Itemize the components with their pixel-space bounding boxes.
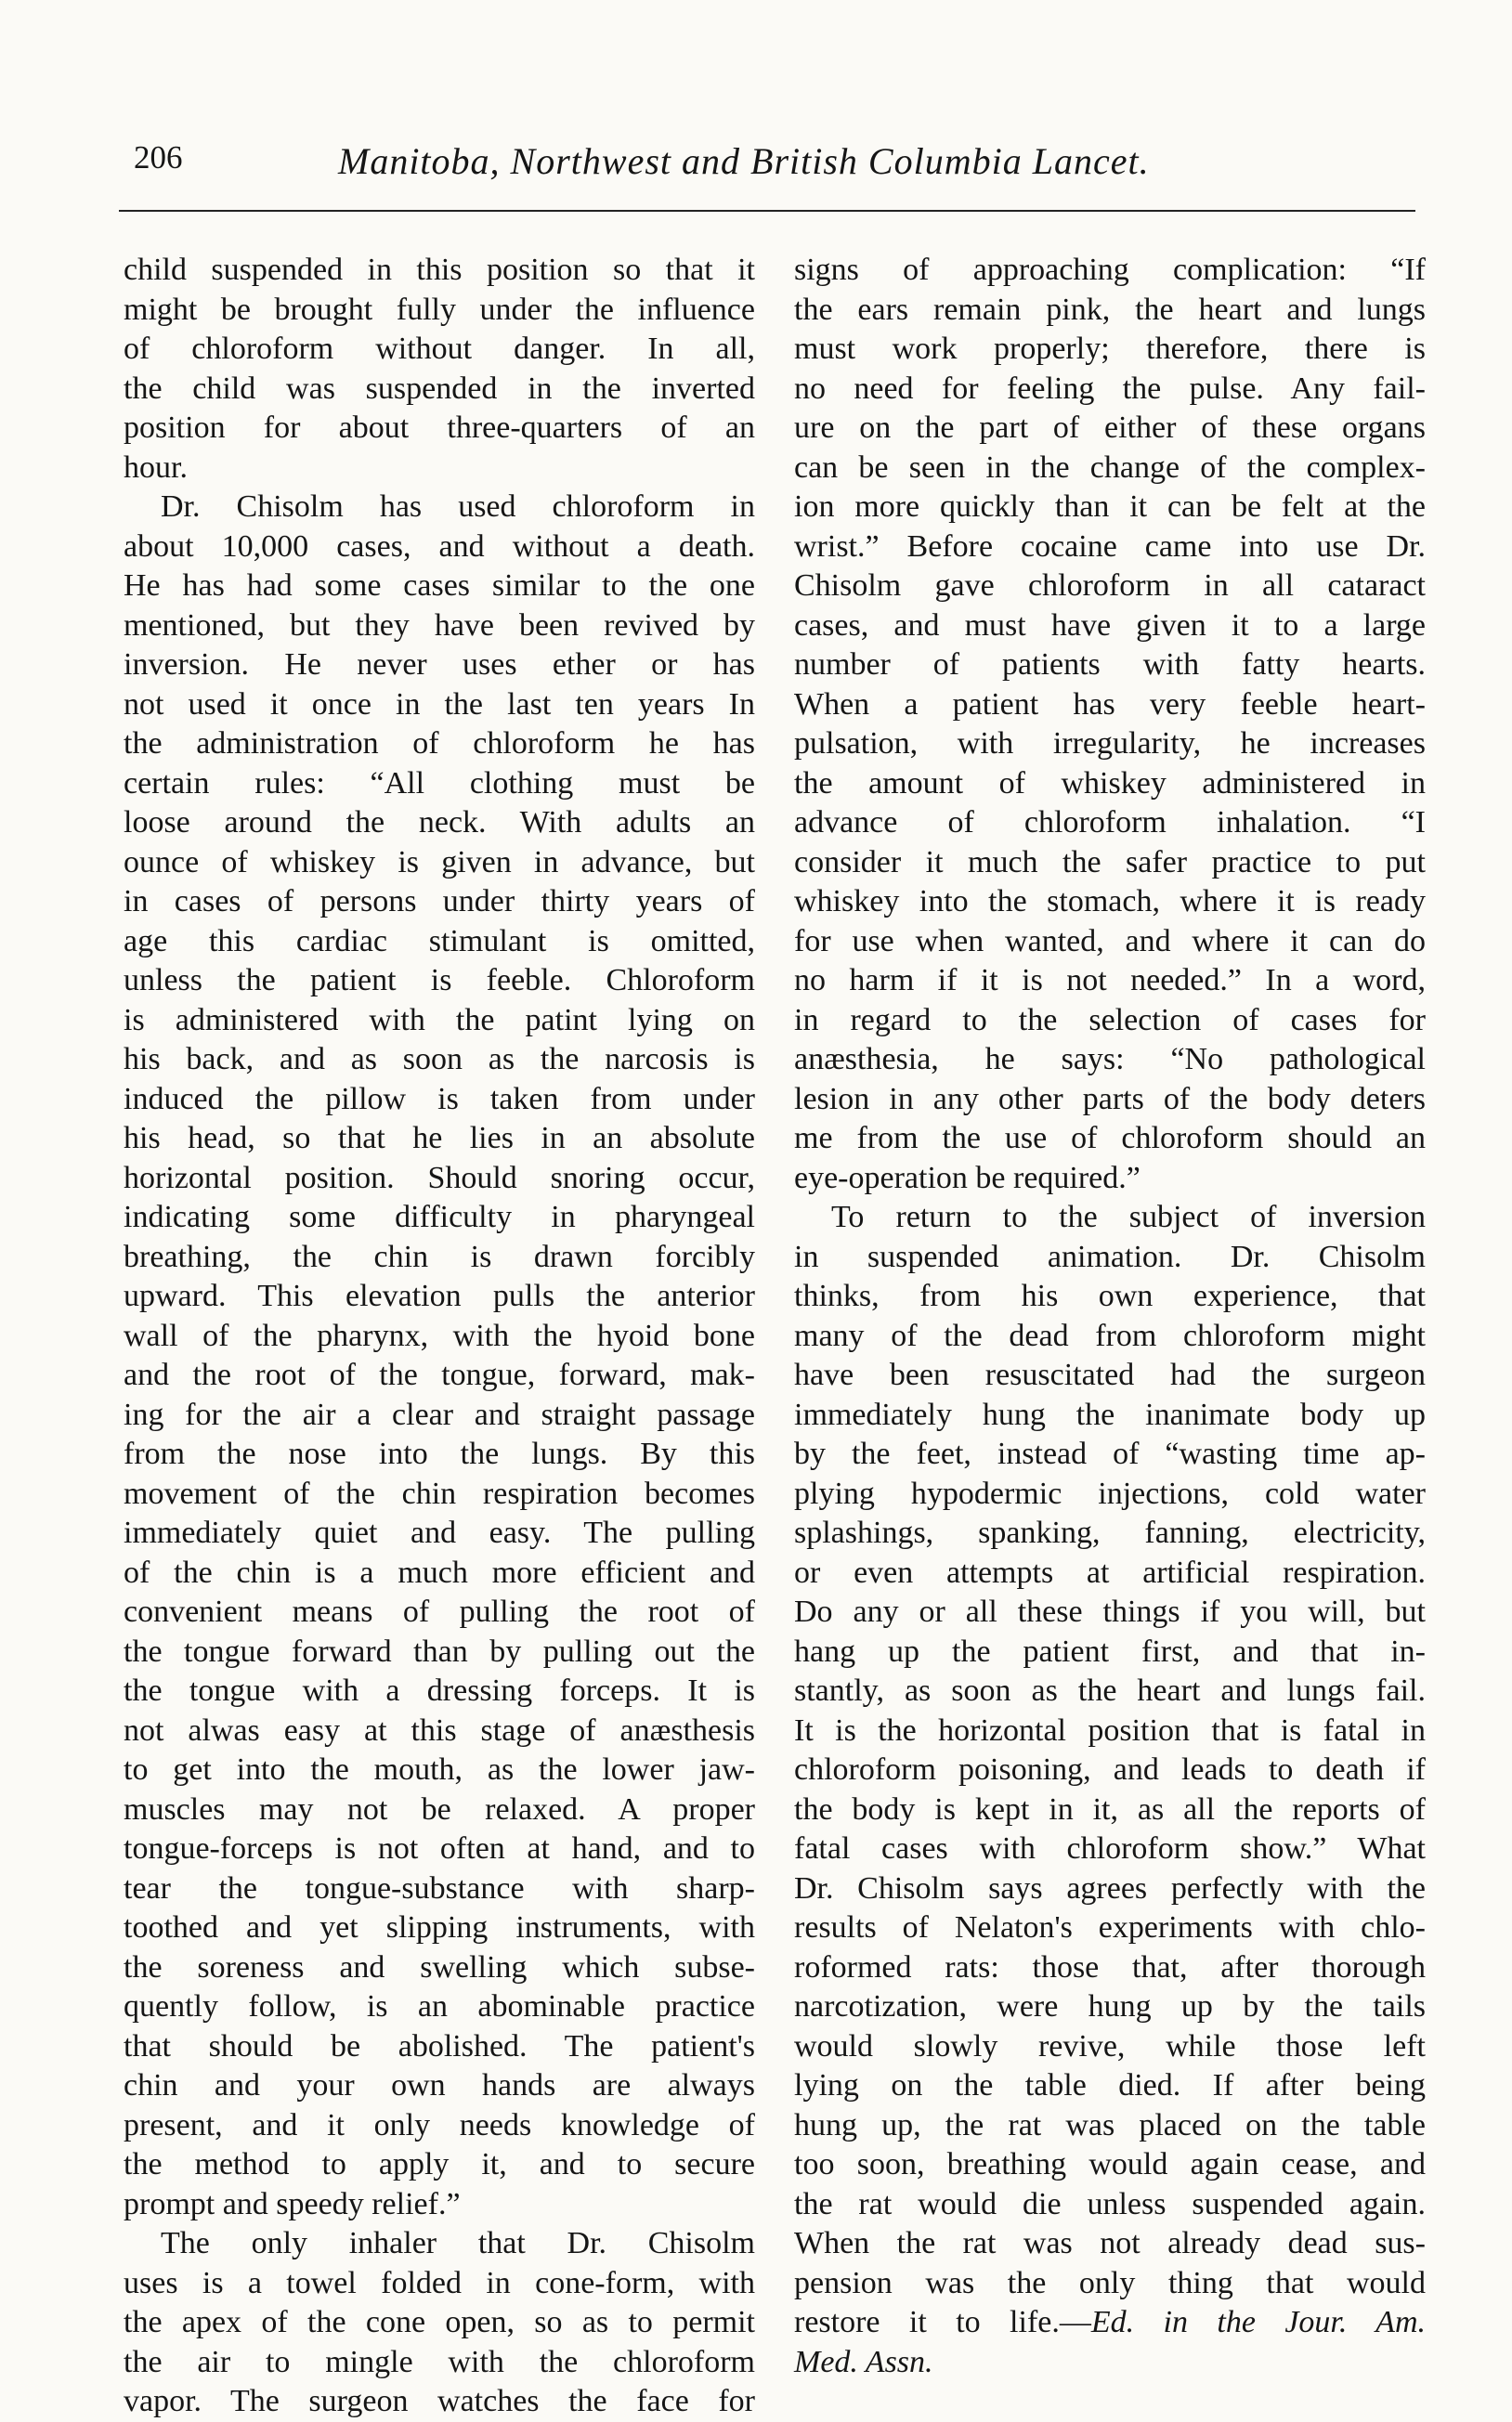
text-line: certain rules: “All clothing must be xyxy=(124,765,755,801)
text-line: the apex of the cone open, so as to permit xyxy=(124,2305,755,2339)
text-line: It is the horizontal position that is fatal in xyxy=(794,1712,1426,1748)
text-line: Chisolm gave chloroform in all cataract xyxy=(794,568,1426,603)
text-line: ion more quickly than it can be felt at the xyxy=(794,489,1426,524)
text-line: Do any or all these things if you will, but xyxy=(794,1595,1426,1629)
text-line: can be seen in the change of the complex- xyxy=(794,449,1426,485)
text-line: splashings, spanking, fanning, electricity, xyxy=(794,1516,1426,1550)
running-title: Manitoba, Northwest and British Columbia Lancet. xyxy=(338,140,1150,182)
text-line: the soreness and swelling which subse- xyxy=(124,1949,755,1985)
text-line: consider it much the safer practice to put xyxy=(794,844,1426,879)
text-line: immediately quiet and easy. The pulling xyxy=(124,1516,755,1550)
text-line: When a patient has very feeble heart- xyxy=(794,686,1426,722)
text-line: ure on the part of either of these organs xyxy=(794,410,1426,445)
text-line: of chloroform without danger. In all, xyxy=(124,332,755,366)
text-line: lesion in any other parts of the body deters xyxy=(794,1081,1426,1116)
text-line: mentioned, but they have been revived by xyxy=(124,607,755,643)
text-line: cases, and must have given it to a large xyxy=(794,607,1426,643)
text-line: plying hypodermic injections, cold water xyxy=(794,1476,1426,1511)
text-line: or even attempts at artificial respiration. xyxy=(794,1555,1426,1590)
text-line: anæsthesia, he says: “No pathological xyxy=(794,1042,1426,1076)
text-line: too soon, breathing would again cease, and xyxy=(794,2147,1426,2181)
text-line: immediately hung the inanimate body up xyxy=(794,1397,1426,1432)
text-line: pension was the only thing that would xyxy=(794,2265,1426,2300)
text-line: chin and your own hands are always xyxy=(124,2068,755,2103)
text-line: restore it to life.—Ed. in the Jour. Am. xyxy=(794,2305,1427,2339)
text-line: vapor. The surgeon watches the face for xyxy=(124,2384,755,2418)
text-line: is administered with the patint lying on xyxy=(124,1002,755,1037)
text-line: convenient means of pulling the root of xyxy=(124,1595,755,1629)
text-line: in cases of persons under thirty years of xyxy=(124,884,755,918)
text-line: induced the pillow is taken from under xyxy=(124,1081,755,1116)
text-line: quently follow, is an abominable practice xyxy=(124,1989,755,2024)
text-line: the administration of chloroform he has xyxy=(124,726,755,761)
text-line: advance of chloroform inhalation. “I xyxy=(794,805,1426,840)
text-line: movement of the chin respiration becomes xyxy=(124,1476,755,1511)
text-line: muscles may not be relaxed. A proper xyxy=(124,1791,755,1827)
text-line: for use when wanted, and where it can do xyxy=(794,923,1426,958)
text-line: the tongue forward than by pulling out the xyxy=(124,1634,755,1669)
text-line: He has had some cases similar to the one xyxy=(124,568,755,603)
text-line: from the nose into the lungs. By this xyxy=(124,1437,755,1471)
text-line: the amount of whiskey administered in xyxy=(794,765,1426,801)
text-line: ing for the air a clear and straight passage xyxy=(124,1397,755,1432)
text-line: wrist.” Before cocaine came into use Dr. xyxy=(794,528,1426,564)
header-rule xyxy=(119,210,1415,212)
text-line: indicating some difficulty in pharyngeal xyxy=(124,1200,755,1234)
text-line: inversion. He never uses ether or has xyxy=(124,647,755,682)
text-line: prompt and speedy relief.” xyxy=(124,2186,461,2221)
text-line: his head, so that he lies in an absolute xyxy=(124,1121,755,1155)
text-line: unless the patient is feeble. Chloroform xyxy=(124,963,755,997)
text-line: number of patients with fatty hearts. xyxy=(794,647,1426,682)
text-line: the rat would die unless suspended again. xyxy=(794,2186,1426,2221)
text-line: child suspended in this position so that it xyxy=(124,253,755,287)
text-line: Dr. Chisolm has used chloroform in xyxy=(161,489,755,524)
text-line: loose around the neck. With adults an xyxy=(124,805,755,840)
text-line: have been resuscitated had the surgeon xyxy=(794,1358,1426,1392)
text-line: position for about three-quarters of an xyxy=(124,410,755,445)
text-line: must work properly; therefore, there is xyxy=(794,332,1426,366)
text-line: horizontal position. Should snoring occur, xyxy=(124,1160,755,1195)
text-line: the method to apply it, and to secure xyxy=(124,2147,755,2181)
text-line: in suspended animation. Dr. Chisolm xyxy=(794,1239,1426,1274)
page-header xyxy=(115,139,1415,195)
text-line: hung up, the rat was placed on the table xyxy=(794,2107,1426,2142)
text-line: by the feet, instead of “wasting time ap- xyxy=(794,1437,1426,1471)
text-line: might be brought fully under the influence xyxy=(124,292,755,327)
text-line: not used it once in the last ten years In xyxy=(124,686,755,722)
text-line: present, and it only needs knowledge of xyxy=(124,2107,755,2142)
text-line: pulsation, with irregularity, he increases xyxy=(794,726,1426,761)
text-line: chloroform poisoning, and leads to death if xyxy=(794,1752,1426,1787)
text-line: fatal cases with chloroform show.” What xyxy=(794,1831,1426,1866)
text-line: The only inhaler that Dr. Chisolm xyxy=(161,2226,755,2260)
text-line: no harm if it is not needed.” In a word, xyxy=(794,963,1426,997)
text-line: narcotization, were hung up by the tails xyxy=(794,1989,1426,2024)
text-line: breathing, the chin is drawn forcibly xyxy=(124,1239,755,1274)
text-line: not alwas easy at this stage of anæsthesis xyxy=(124,1712,755,1748)
text-line: the tongue with a dressing forceps. It is xyxy=(124,1673,755,1708)
text-line: would slowly revive, while those left xyxy=(794,2028,1426,2064)
left-column xyxy=(124,251,755,2422)
text-line: stantly, as soon as the heart and lungs fail. xyxy=(794,1673,1426,1708)
text-line: wall of the pharynx, with the hyoid bone xyxy=(124,1318,755,1353)
text-line: ounce of whiskey is given in advance, but xyxy=(124,844,755,879)
text-line: and the root of the tongue, forward, mak- xyxy=(124,1358,755,1392)
text-line: tear the tongue-substance with sharp- xyxy=(124,1870,755,1906)
text-line: eye-operation be required.” xyxy=(794,1160,1141,1195)
text-line: many of the dead from chloroform might xyxy=(794,1318,1426,1353)
text-line: Med. Assn. xyxy=(794,2344,933,2379)
text-line: in regard to the selection of cases for xyxy=(794,1002,1426,1037)
text-line: age this cardiac stimulant is omitted, xyxy=(124,923,755,958)
text-line: When the rat was not already dead sus- xyxy=(794,2226,1426,2260)
text-line: hour. xyxy=(124,449,188,485)
text-line: tongue-forceps is not often at hand, and to xyxy=(124,1831,755,1866)
text-line: the body is kept in it, as all the reports of xyxy=(794,1791,1426,1827)
text-line: the child was suspended in the inverted xyxy=(124,371,755,406)
text-line: roformed rats: those that, after thorough xyxy=(794,1949,1426,1985)
text-line: hang up the patient first, and that in- xyxy=(794,1634,1426,1669)
text-line: the ears remain pink, the heart and lungs xyxy=(794,292,1426,327)
text-line: Dr. Chisolm says agrees perfectly with the xyxy=(794,1870,1426,1906)
text-line: lying on the table died. If after being xyxy=(794,2068,1426,2103)
text-line: that should be abolished. The patient's xyxy=(124,2028,755,2064)
text-line: his back, and as soon as the narcosis is xyxy=(124,1042,755,1076)
text-line: whiskey into the stomach, where it is ready xyxy=(794,884,1426,918)
text-line: of the chin is a much more efficient and xyxy=(124,1555,755,1590)
text-line: the air to mingle with the chloroform xyxy=(124,2344,755,2379)
text-line: toothed and yet slipping instruments, with xyxy=(124,1910,755,1945)
right-column xyxy=(794,251,1426,2382)
text-line: to get into the mouth, as the lower jaw- xyxy=(124,1752,755,1787)
text-line: thinks, from his own experience, that xyxy=(794,1279,1426,1313)
text-line: about 10,000 cases, and without a death. xyxy=(124,528,755,564)
text-line: results of Nelaton's experiments with chlo- xyxy=(794,1910,1426,1945)
text-line: uses is a towel folded in cone-form, with xyxy=(124,2265,755,2300)
text-line: upward. This elevation pulls the anterior xyxy=(124,1279,755,1313)
text-line: me from the use of chloroform should an xyxy=(794,1121,1426,1155)
page-number: 206 xyxy=(134,139,183,176)
text-line: signs of approaching complication: “If xyxy=(794,253,1426,287)
text-line: no need for feeling the pulse. Any fail- xyxy=(794,371,1426,406)
text-line: To return to the subject of inversion xyxy=(831,1200,1426,1234)
